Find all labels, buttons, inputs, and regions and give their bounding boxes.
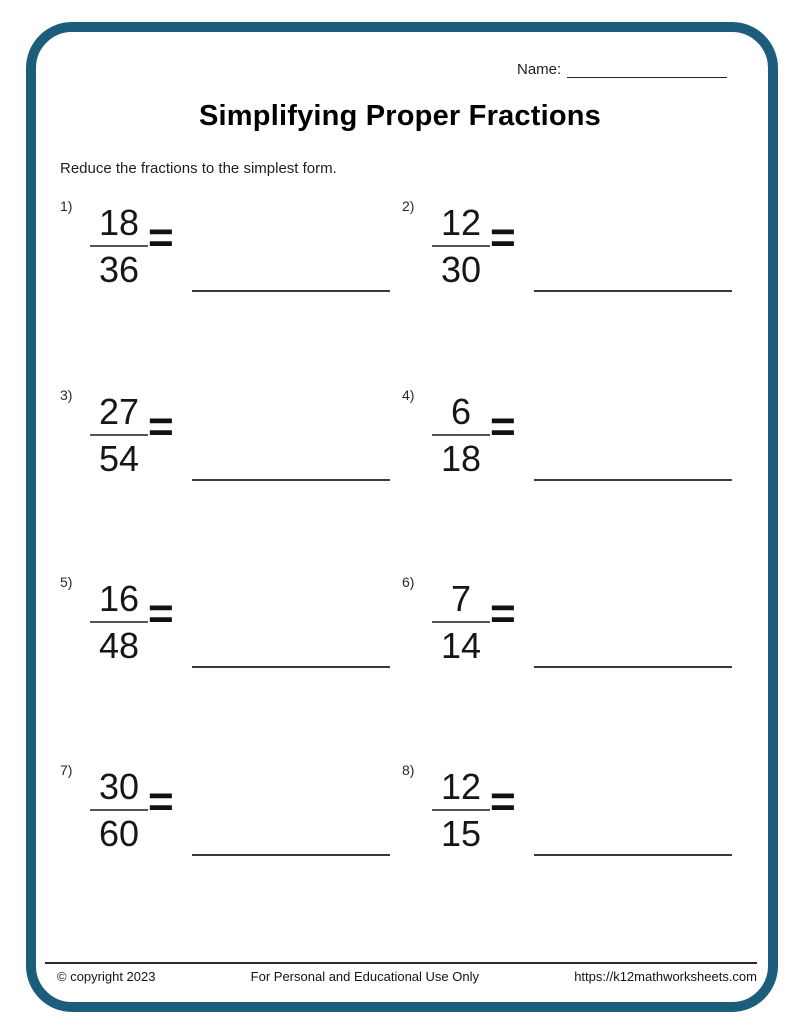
- problem-number: 6): [402, 574, 415, 590]
- fraction-numerator: 7: [451, 578, 472, 619]
- fraction: [90, 764, 148, 856]
- fraction-numerator: 6: [451, 391, 472, 432]
- problem-number: 8): [402, 762, 415, 778]
- answer-line[interactable]: [192, 666, 390, 668]
- name-label: Name:: [517, 61, 562, 78]
- fraction-numerator: 12: [441, 202, 482, 243]
- problem-number: 3): [60, 387, 73, 403]
- problem-item: [60, 196, 396, 318]
- fraction: [432, 200, 490, 292]
- fraction: [432, 764, 490, 856]
- fraction-denominator: 54: [99, 438, 140, 479]
- answer-line[interactable]: [534, 290, 732, 292]
- answer-line[interactable]: [534, 479, 732, 481]
- fraction: [432, 576, 490, 668]
- footer: [57, 969, 757, 984]
- equals-sign: =: [490, 777, 516, 826]
- fraction-denominator: 48: [99, 625, 140, 666]
- answer-line[interactable]: [192, 290, 390, 292]
- problem-number: 4): [402, 387, 415, 403]
- fraction-numerator: 16: [99, 578, 140, 619]
- fraction-denominator: 60: [99, 813, 140, 854]
- problem-number: 5): [60, 574, 73, 590]
- page-title: Simplifying Proper Fractions: [199, 100, 601, 132]
- fraction-denominator: 36: [99, 249, 140, 290]
- fraction: [90, 200, 148, 292]
- answer-line[interactable]: [192, 479, 390, 481]
- fraction-denominator: 15: [441, 813, 482, 854]
- fraction: [90, 576, 148, 668]
- equals-sign: =: [490, 402, 516, 451]
- name-field: [517, 58, 727, 78]
- footer-url: https://k12mathworksheets.com: [574, 969, 757, 984]
- fraction-numerator: 12: [441, 766, 482, 807]
- equals-sign: =: [148, 213, 174, 262]
- problem-number: 1): [60, 198, 73, 214]
- equals-sign: =: [148, 402, 174, 451]
- problem-item: [402, 196, 738, 318]
- equals-sign: =: [148, 589, 174, 638]
- fraction: [432, 389, 490, 481]
- fraction-denominator: 30: [441, 249, 482, 290]
- fraction-numerator: 30: [99, 766, 140, 807]
- fraction-denominator: 18: [441, 438, 482, 479]
- fraction-numerator: 18: [99, 202, 140, 243]
- problem-item: [60, 572, 396, 694]
- fraction-denominator: 14: [441, 625, 482, 666]
- footer-usage: For Personal and Educational Use Only: [250, 969, 480, 984]
- problem-item: [402, 385, 738, 507]
- footer-copyright: © copyright 2023: [57, 969, 156, 984]
- fraction-numerator: 27: [99, 391, 140, 432]
- instruction-text: Reduce the fractions to the simplest form.: [60, 160, 337, 177]
- problem-item: [60, 760, 396, 882]
- answer-line[interactable]: [192, 854, 390, 856]
- footer-divider: [45, 962, 757, 964]
- answer-line[interactable]: [534, 666, 732, 668]
- fraction: [90, 389, 148, 481]
- problem-number: 7): [60, 762, 73, 778]
- problem-item: [60, 385, 396, 507]
- equals-sign: =: [148, 777, 174, 826]
- equals-sign: =: [490, 589, 516, 638]
- name-input-line[interactable]: [567, 58, 727, 78]
- problem-item: [402, 572, 738, 694]
- problem-number: 2): [402, 198, 415, 214]
- equals-sign: =: [490, 213, 516, 262]
- answer-line[interactable]: [534, 854, 732, 856]
- problem-item: [402, 760, 738, 882]
